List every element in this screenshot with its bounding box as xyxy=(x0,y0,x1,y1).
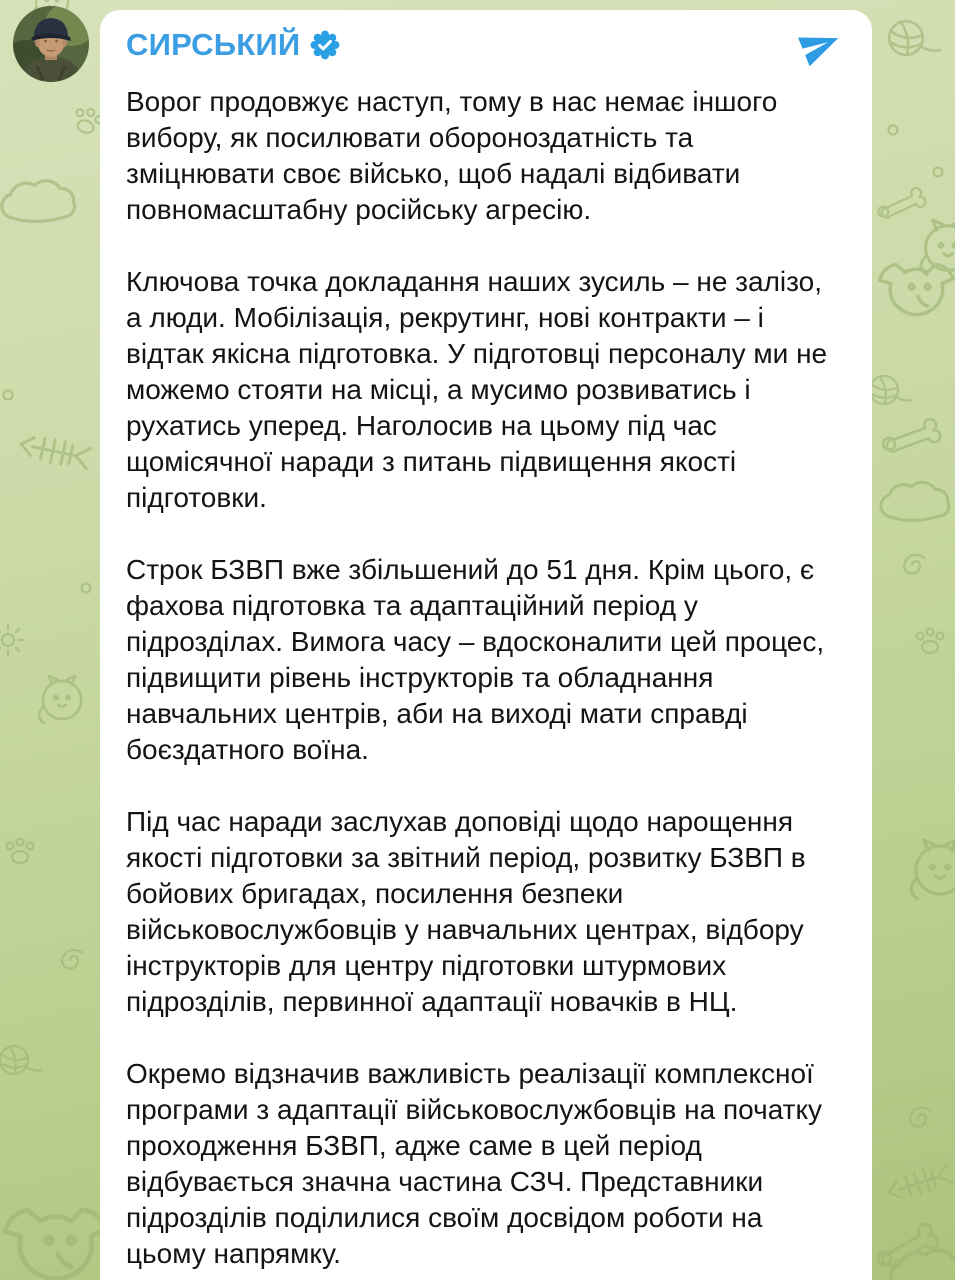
message-bubble xyxy=(100,10,872,1280)
paragraph: Окремо відзначив важливість реалізації комплексної програми з адаптації військовослужбовців на початку проходження БЗВП, адже саме в цей період відбувається значна частина СЗЧ. Представники підрозділів поділилися своїм досвідом роботи на цьому напрямку. xyxy=(126,1058,823,1269)
avatar-photo xyxy=(13,6,89,82)
channel-avatar[interactable] xyxy=(13,6,89,82)
paragraph: Ворог продовжує наступ, тому в нас немає іншого вибору, як посилювати обороноздатність та зміцнювати своє військо, щоб надалі відбивати повномасштабну російську агресію. xyxy=(126,86,778,225)
paragraph: Строк БЗВП вже збільшений до 51 дня. Крім цього, є фахова підготовка та адаптаційний період у підрозділах. Вимога часу – вдосконалити цей процес, підвищити рівень інструкторів та обладнання навчальних центрів, аби на виході мати справді боєздатного воїна. xyxy=(126,554,825,765)
verified-badge-icon xyxy=(310,30,340,60)
channel-name[interactable]: СИРСЬКИЙ xyxy=(126,27,301,62)
paragraph: Під час наради заслухав доповіді щодо нарощення якості підготовки за звітний період, розвитку БЗВП в бойових бригадах, посилення безпеки військовослужбовців у навчальних центрах, відбору інструкторів для центру підготовки штурмових підрозділів, первинної адаптації новачків в НЦ. xyxy=(126,806,806,1017)
message-text xyxy=(126,84,844,1272)
telegram-plane-icon[interactable] xyxy=(798,24,844,66)
paragraph: Ключова точка докладання наших зусиль – не залізо, а люди. Мобілізація, рекрутинг, нові контракти – і відтак якісна підготовка. У підготовці персоналу ми не можемо стояти на місці, а мусимо розвиватись і рухатись уперед. Наголосив на цьому під час щомісячної наради з питань підвищення якості підготовки. xyxy=(126,266,828,513)
message-header xyxy=(126,26,844,64)
